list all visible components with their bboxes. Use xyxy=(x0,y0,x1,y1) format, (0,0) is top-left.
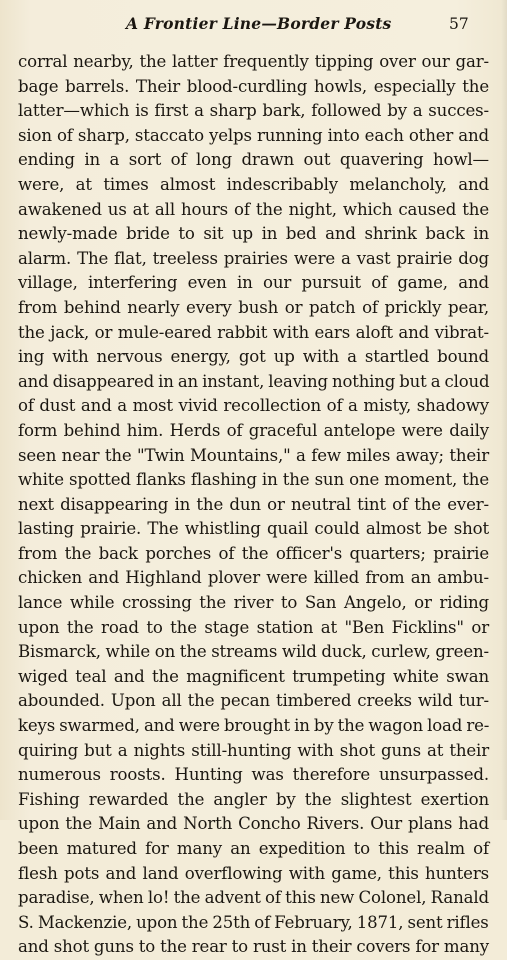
text-line: lance while crossing the river to San Angelo, or riding xyxy=(18,593,489,613)
text-line: abounded. Upon all the pecan timbered creeks wild tur- xyxy=(18,691,489,711)
text-line: awakened us at all hours of the night, which caused the xyxy=(18,199,489,219)
text-line: ending in a sort of long drawn out quavering howl— xyxy=(18,150,489,170)
text-line: village, interfering even in our pursuit of game, and xyxy=(18,273,489,293)
text-line: flesh pots and land overflowing with game, this hunters xyxy=(18,863,489,883)
text-line: upon the road to the stage station at "Ben Ficklins" or xyxy=(18,617,489,637)
page-edge-shadow xyxy=(501,0,507,820)
text-line: white spotted flanks flashing in the sun one moment, the xyxy=(18,470,489,490)
text-line: sion of sharp, staccato yelps running into each other and xyxy=(18,125,489,145)
text-line: Bismarck, while on the streams wild duck, curlew, green- xyxy=(18,642,489,662)
text-line: upon the Main and North Concho Rivers. Our plans had xyxy=(18,814,489,834)
text-line: newly-made bride to sit up in bed and shrink back in xyxy=(18,224,489,244)
text-line: wiged teal and the magnificent trumpeting white swan xyxy=(18,666,489,686)
text-line: of dust and a most vivid recollection of a misty, shadowy xyxy=(18,396,489,416)
text-line: numerous roosts. Hunting was therefore unsurpassed. xyxy=(18,765,489,785)
text-line: from behind nearly every bush or patch of prickly pear, xyxy=(18,297,489,317)
text-line: latter—which is first a sharp bark, followed by a succes- xyxy=(18,101,489,121)
text-line: paradise, when lo! the advent of this new Colonel, Ranald xyxy=(18,888,489,908)
text-line: alarm. The flat, treeless prairies were a vast prairie dog xyxy=(18,248,489,268)
text-line: the jack, or mule-eared rabbit with ears aloft and vibrat- xyxy=(18,322,489,342)
text-line: were, at times almost indescribably melancholy, and xyxy=(18,174,489,194)
text-line: and shot guns to the rear to rust in their covers for many xyxy=(18,937,489,957)
text-line: ing with nervous energy, got up with a startled bound xyxy=(18,347,489,367)
text-line: lasting prairie. The whistling quail could almost be shot xyxy=(18,519,489,539)
text-line: quiring but a nights still-hunting with shot guns at their xyxy=(18,740,489,760)
page-number: 57 xyxy=(449,15,469,33)
body-text xyxy=(18,50,489,960)
text-line: been matured for many an expedition to this realm of xyxy=(18,839,489,858)
text-line: from the back porches of the officer's quarters; prairie xyxy=(18,543,489,563)
running-head xyxy=(0,14,507,38)
text-line: S. Mackenzie, upon the 25th of February, 1871, sent rifles xyxy=(18,912,489,932)
text-line: Fishing rewarded the angler by the slightest exertion xyxy=(18,789,489,809)
running-title: A Frontier Line—Border Posts xyxy=(126,14,392,33)
text-line: seen near the "Twin Mountains," a few miles away; their xyxy=(18,445,489,465)
text-line: next disappearing in the dun or neutral tint of the ever- xyxy=(18,494,489,514)
text-line: form behind him. Herds of graceful antelope were daily xyxy=(18,420,489,440)
text-line: bage barrels. Their blood-curdling howls, especially the xyxy=(18,76,489,96)
text-line: chicken and Highland plover were killed from an ambu- xyxy=(18,568,489,588)
text-line: and disappeared in an instant, leaving nothing but a cloud xyxy=(18,371,490,391)
text-line: corral nearby, the latter frequently tipping over our gar- xyxy=(18,52,489,71)
text-line: keys swarmed, and were brought in by the wagon load re- xyxy=(18,716,490,736)
